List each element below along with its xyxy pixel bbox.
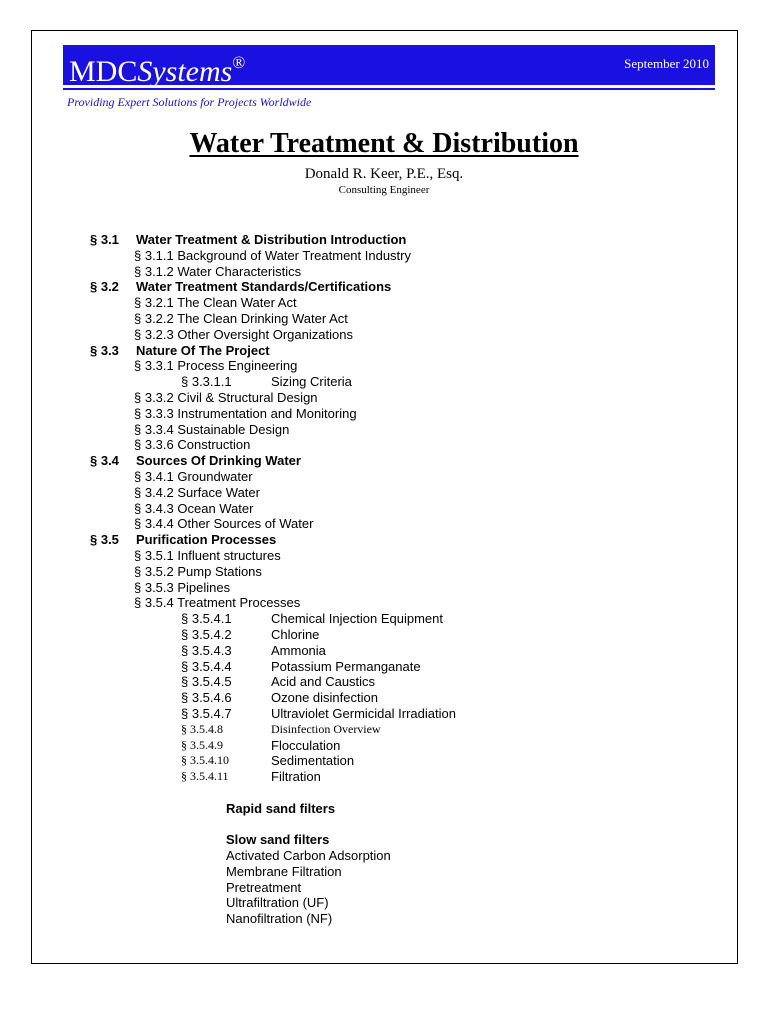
toc-subitem-title: Ozone disinfection — [271, 690, 378, 706]
toc-extra-heading-text: Slow sand filters — [226, 832, 330, 848]
toc-item-text: § 3.2.2 The Clean Drinking Water Act — [134, 310, 348, 326]
section-title: Purification Processes — [136, 532, 277, 548]
toc-item — [0, 358, 768, 374]
toc-subitem-number: § 3.5.4.7 — [181, 705, 232, 721]
toc-subitem-title: Acid and Caustics — [271, 674, 376, 690]
toc-item-text: § 3.5.2 Pump Stations — [134, 563, 262, 579]
toc-subitem-number: § 3.5.4.1 — [181, 611, 232, 627]
toc-item-text: § 3.3.2 Civil & Structural Design — [134, 389, 318, 405]
toc-section-3-2 — [0, 279, 768, 295]
toc-subitem — [0, 611, 768, 627]
toc-subitem-number: § 3.5.4.4 — [181, 658, 232, 674]
toc-item — [0, 548, 768, 564]
toc-subitem-title: Ammonia — [271, 642, 326, 658]
toc-subitem — [0, 674, 768, 690]
toc-subitem-number: § 3.5.4.5 — [181, 674, 232, 690]
toc-item — [0, 390, 768, 406]
spacer — [0, 785, 768, 801]
toc-subitem-title: Disinfection Overview — [271, 721, 381, 736]
toc-subitem-title: Chlorine — [271, 626, 320, 642]
toc-item-text: § 3.5.3 Pipelines — [134, 579, 231, 595]
header-date: September 2010 — [624, 56, 709, 71]
toc-subitem-number: § 3.5.4.3 — [181, 642, 232, 658]
toc-item — [0, 327, 768, 343]
tagline: Providing Expert Solutions for Projects Worldwide — [67, 95, 312, 109]
toc-item — [0, 295, 768, 311]
section-number: § 3.1 — [90, 232, 119, 247]
author-name: Donald R. Keer, P.E., Esq. — [304, 166, 464, 182]
toc-extra-item — [0, 848, 768, 864]
header-banner — [63, 45, 715, 88]
spacer — [0, 816, 768, 832]
section-title: Sources Of Drinking Water — [136, 453, 301, 469]
header-rule — [63, 88, 715, 90]
toc-extra-item-text: Membrane Filtration — [226, 863, 342, 879]
toc-item — [0, 248, 768, 264]
section-number: § 3.4 — [90, 453, 119, 469]
author-role: Consulting Engineer — [338, 184, 430, 196]
toc-item — [0, 311, 768, 327]
toc-item-text: § 3.1.1 Background of Water Treatment Industry — [134, 247, 411, 263]
toc-extra-item-text: Activated Carbon Adsorption — [226, 848, 391, 864]
toc-item-text: § 3.2.3 Other Oversight Organizations — [134, 326, 353, 342]
section-title: Water Treatment & Distribution Introduction — [136, 232, 407, 247]
toc-item-text: § 3.3.3 Instrumentation and Monitoring — [134, 405, 357, 421]
toc-extra-item — [0, 880, 768, 896]
document-title: Water Treatment & Distribution — [189, 128, 579, 159]
toc-item-text: § 3.4.2 Surface Water — [134, 484, 260, 500]
toc-subitem — [0, 627, 768, 643]
toc-extra-heading — [0, 801, 768, 817]
toc-subitem-title: Sizing Criteria — [271, 374, 352, 390]
toc-subitem-number: § 3.5.4.11 — [181, 769, 229, 784]
toc-subitem — [0, 643, 768, 659]
toc-subitem-title: Sedimentation — [271, 753, 355, 769]
section-number: § 3.3 — [90, 342, 119, 358]
toc-item-text: § 3.5.1 Influent structures — [134, 547, 281, 563]
toc-subitem-number: § 3.5.4.8 — [181, 721, 223, 736]
toc-subitem-number: § 3.5.4.10 — [181, 753, 229, 768]
toc-item — [0, 422, 768, 438]
table-of-contents — [0, 232, 768, 927]
toc-item — [0, 406, 768, 422]
toc-subitem-title: Chemical Injection Equipment — [271, 611, 443, 627]
toc-subitem-number: § 3.5.4.2 — [181, 626, 232, 642]
toc-item — [0, 501, 768, 517]
toc-subitem-number: § 3.5.4.9 — [181, 737, 223, 752]
toc-subitem-title: Flocculation — [271, 737, 341, 753]
toc-subitem — [0, 690, 768, 706]
toc-extra-item — [0, 864, 768, 880]
toc-item-text: § 3.1.2 Water Characteristics — [134, 263, 302, 279]
toc-item — [0, 564, 768, 580]
toc-subitem — [0, 769, 768, 785]
toc-extra-item-text: Pretreatment — [226, 879, 302, 895]
toc-subitem — [0, 722, 768, 738]
section-number: § 3.5 — [90, 532, 119, 548]
toc-subitem-title: Ultraviolet Germicidal Irradiation — [271, 705, 456, 721]
company-logo: MDCSystems® — [69, 53, 246, 88]
toc-item-text: § 3.3.1 Process Engineering — [134, 358, 298, 374]
toc-extra-heading — [0, 832, 768, 848]
toc-subitem-title: Filtration — [271, 769, 321, 785]
toc-item-text: § 3.2.1 The Clean Water Act — [134, 295, 297, 311]
toc-item-text: § 3.4.4 Other Sources of Water — [134, 516, 314, 532]
toc-item — [0, 580, 768, 596]
toc-item — [0, 437, 768, 453]
toc-item-text: § 3.5.4 Treatment Processes — [134, 595, 301, 611]
toc-subitem — [0, 706, 768, 722]
toc-extra-heading-text: Rapid sand filters — [226, 800, 336, 816]
toc-item-text: § 3.3.6 Construction — [134, 437, 251, 453]
section-number: § 3.2 — [90, 279, 119, 295]
toc-subitem — [0, 738, 768, 754]
toc-item — [0, 516, 768, 532]
section-title: Water Treatment Standards/Certifications — [136, 279, 392, 295]
toc-subitem-title: Potassium Permanganate — [271, 658, 421, 674]
toc-section-3-3 — [0, 343, 768, 359]
toc-section-3-1 — [0, 232, 768, 248]
toc-section-3-5 — [0, 532, 768, 548]
toc-section-3-4 — [0, 453, 768, 469]
toc-item — [0, 264, 768, 280]
toc-subitem-number: § 3.5.4.6 — [181, 690, 232, 706]
section-title: Nature Of The Project — [136, 342, 270, 358]
toc-item — [0, 469, 768, 485]
toc-extra-item-text: Nanofiltration (NF) — [226, 911, 333, 927]
toc-subitem — [0, 659, 768, 675]
toc-extra-item — [0, 895, 768, 911]
toc-item-text: § 3.4.3 Ocean Water — [134, 500, 254, 516]
toc-extra-item-text: Ultrafiltration (UF) — [226, 895, 329, 911]
toc-item-text: § 3.4.1 Groundwater — [134, 468, 253, 484]
toc-item — [0, 485, 768, 501]
toc-item — [0, 595, 768, 611]
toc-subitem — [0, 374, 768, 390]
toc-extra-item — [0, 911, 768, 927]
toc-subitem — [0, 753, 768, 769]
toc-item-text: § 3.3.4 Sustainable Design — [134, 421, 290, 437]
toc-subitem-number: § 3.3.1.1 — [181, 374, 232, 390]
